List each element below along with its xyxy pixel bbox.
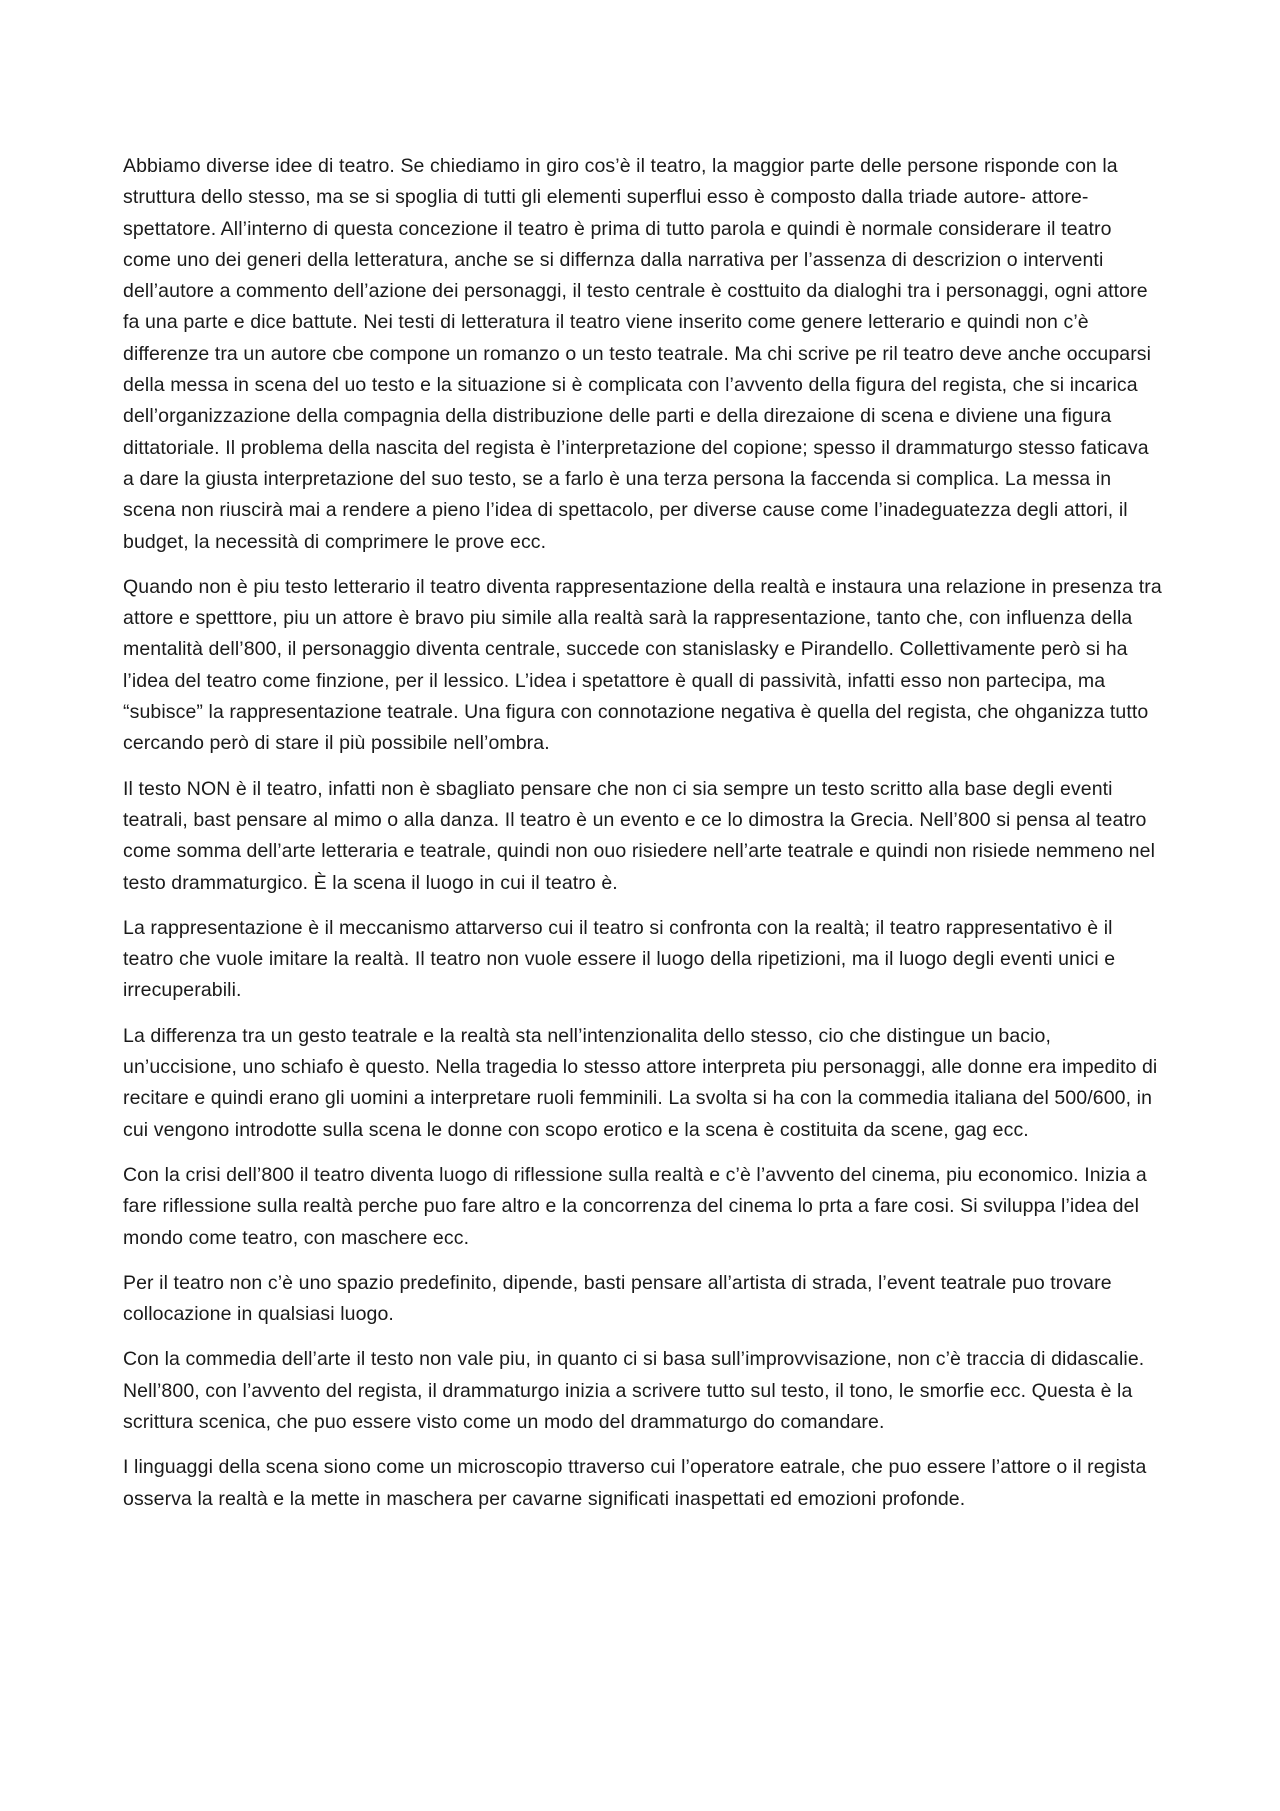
paragraph-3: Il testo NON è il teatro, infatti non è sbagliato pensare che non ci sia sempre un testo scritto alla base degli eventi teatrali, bast pensare al mimo o alla danza. Il teatro è un evento e ce lo dimostra la Grecia. Nell’800 si pensa al teatro come somma dell’arte letteraria e teatrale, quindi non ouo risiedere nell’arte teatrale e quindi non risiede nemmeno nel testo drammaturgico. È la scena il luogo in cui il teatro è. bbox=[123, 777, 1155, 894]
paragraph-1: Abbiamo diverse idee di teatro. Se chiediamo in giro cos’è il teatro, la maggior parte delle persone risponde con la struttura dello stesso, ma se si spoglia di tutti gli elementi superflui esso è composto dalla triade autore- attore- spettatore. All’interno di questa concezione il teatro è prima di tutto parola e quindi è normale considerare il teatro come uno dei generi della letteratura, anche se si differnza dalla narrativa per l’assenza di descrizion o interventi dell’autore a commento dell’azione dei personaggi, il testo centrale è costtuito da dialoghi tra i personaggi, ogni attore fa una parte e dice battute. Nei testi di letteratura il teatro viene inserito come genere letterario e quindi non c’è differenze tra un autore cbe compone un romanzo o un testo teatrale. Ma chi scrive pe ril teatro deve anche occuparsi della messa in scena del uo testo e la situazione si è complicata con l’avvento della figura del regista, che si incarica dell’organizzazione della compagnia della distribuzione delle parti e della direzaione di scena e diviene una figura dittatoriale. Il problema della nascita del regista è l’interpretazione del copione; spesso il drammaturgo stesso faticava a dare la giusta interpretazione del suo testo, se a farlo è una terza persona la faccenda si complica. La messa in scena non riuscirà mai a rendere a pieno l’idea di spettacolo, per diverse cause come l’inadeguatezza degli attori, il budget, la necessità di comprimere le prove ecc. bbox=[123, 155, 1152, 553]
paragraph-5: La differenza tra un gesto teatrale e la realtà sta nell’intenzionalita dello stesso, cio che distingue un bacio, un’uccisione, uno schiafo è questo. Nella tragedia lo stesso attore interpreta piu personaggi, alle donne era impedito di recitare e quindi erano gli uomini a interpretare ruoli femminili. La svolta si ha con la commedia italiana del 500/600, in cui vengono introdotte sulla scena le donne con scopo erotico e la scena è costituita da scene, gag ecc. bbox=[123, 1024, 1158, 1141]
paragraph-8: Con la commedia dell’arte il testo non vale piu, in quanto ci si basa sull’improvvisazione, non c’è traccia di didascalie. Nell’800, con l’avvento del regista, il drammaturgo inizia a scrivere tutto sul testo, il tono, le smorfie ecc. Questa è la scrittura scenica, che puo essere visto come un modo del drammaturgo do comandare. bbox=[123, 1348, 1145, 1433]
paragraph-4: La rappresentazione è il meccanismo attarverso cui il teatro si confronta con la realtà; il teatro rappresentativo è il teatro che vuole imitare la realtà. Il teatro non vuole essere il luogo della ripetizioni, ma il luogo degli eventi unici e irrecuperabili. bbox=[123, 916, 1116, 1002]
paragraph-2: Quando non è piu testo letterario il teatro diventa rappresentazione della realtà e instaura una relazione in presenza tra attore e spetttore, piu un attore è bravo piu simile alla realtà sarà la rappresentazione, tanto che, con influenza della mentalità dell’800, il personaggio diventa centrale, succede con stanislasky e Pirandello. Collettivamente però si ha l’idea del teatro come finzione, per il lessico. L’idea i spetattore è quall di passività, infatti esso non partecipa, ma “subisce” la rappresentazione teatrale. Una figura con connotazione negativa è quella del regista, che ohganizza tutto cercando però di stare il più possibile nell’ombra. bbox=[123, 575, 1162, 755]
paragraph-9: I linguaggi della scena siono come un microscopio ttraverso cui l’operatore eatrale, che puo essere l’attore o il regista osserva la realtà e la mette in maschera per cavarne significati inaspettati ed emozioni profonde. bbox=[123, 1456, 1147, 1510]
paragraph-7: Per il teatro non c’è uno spazio predefinito, dipende, basti pensare all’artista di strada, l’event teatrale puo trovare collocazione in qualsiasi luogo. bbox=[123, 1271, 1112, 1326]
paragraph-6: Con la crisi dell’800 il teatro diventa luogo di riflessione sulla realtà e c’è l’avvento del cinema, piu economico. Inizia a fare riflessione sulla realtà perche puo fare altro e la concorrenza del cinema lo prta a fare cosi. Si sviluppa l’idea del mondo come teatro, con maschere ecc. bbox=[123, 1163, 1147, 1249]
